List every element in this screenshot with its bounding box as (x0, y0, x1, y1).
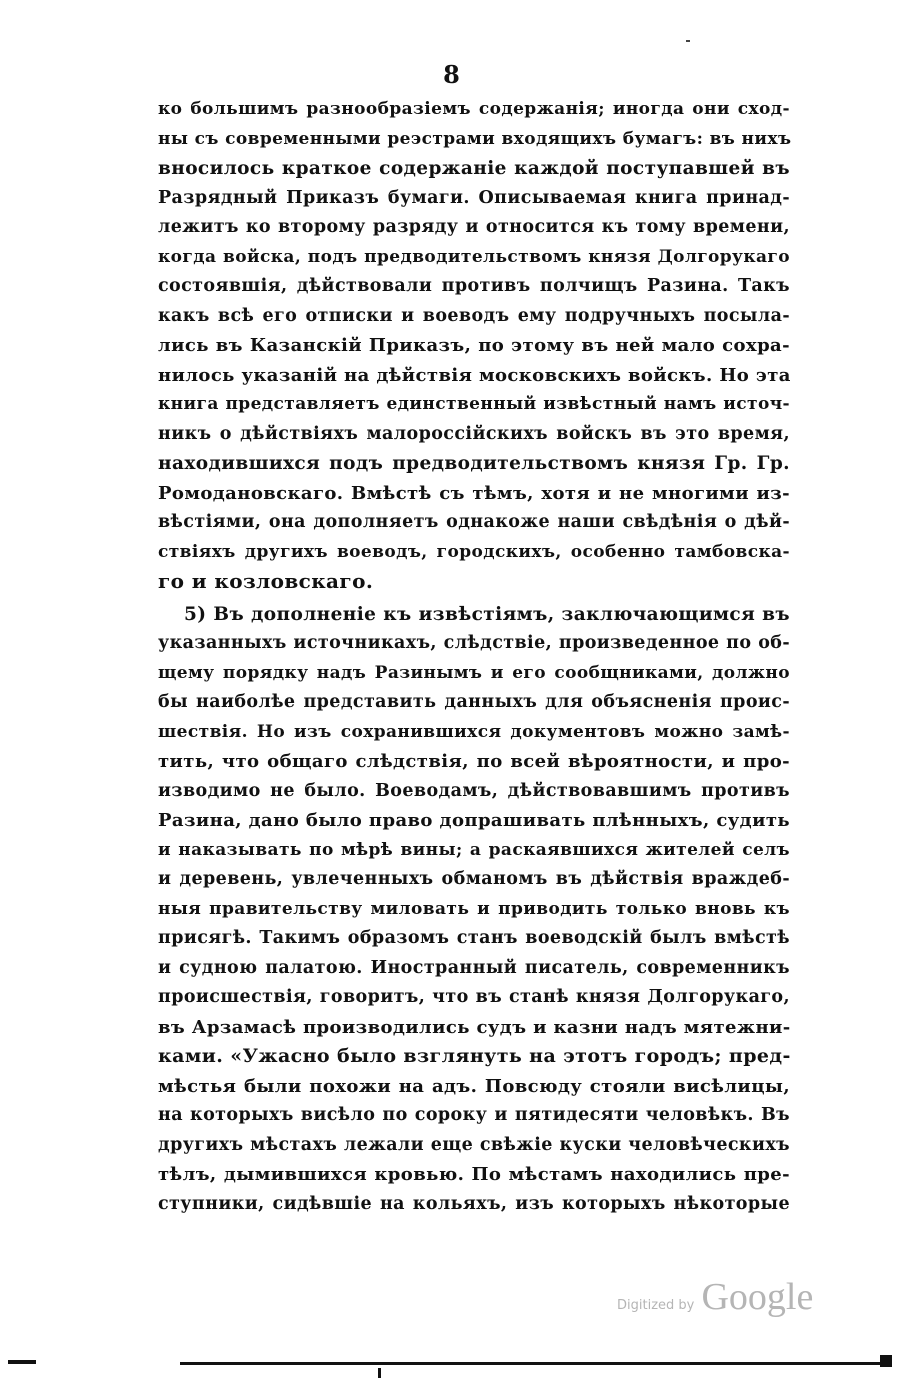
text-line: книга представляетъ единственный извѣстный намъ источ- (158, 394, 790, 414)
text-line: го и козловскаго. (158, 569, 374, 593)
text-line: ко большимъ разнообразiемъ содержанiя; иногда они сход- (158, 99, 790, 119)
text-line: и деревень, увлеченныхъ обманомъ въ дѣйствiя враждеб- (158, 869, 790, 889)
page-number: 8 (443, 60, 460, 89)
text-line: мѣстья были похожи на адъ. Повсюду стояли висѣлицы, (158, 1075, 790, 1097)
text-line: Разрядный Приказъ бумаги. Описываемая книга принад- (158, 187, 790, 208)
text-line: другихъ мѣстахъ лежали еще свѣжiе куски человѣческихъ (158, 1134, 790, 1155)
scan-edge-mark (8, 1360, 36, 1364)
text-line: нилось указанiй на дѣйствiя московскихъ войскъ. Но эта (158, 364, 791, 386)
text-line: Ромодановскаго. Вмѣстѣ съ тѣмъ, хотя и не многими из- (158, 482, 790, 504)
text-line: тить, что общаго слѣдствiя, по всей вѣроятности, и про- (158, 751, 790, 772)
text-line: лись въ Казанскiй Приказъ, по этому въ ней мало сохра- (158, 335, 790, 356)
body-text (158, 95, 790, 1219)
text-line: состоявшiя, дѣйствовали противъ полчищъ Разина. Такъ (158, 276, 790, 296)
text-line: изводимо не было. Воеводамъ, дѣйствовавшимъ противъ (158, 780, 790, 801)
text-line: никъ о дѣйствiяхъ малороссiйскихъ войскъ въ это время, (158, 423, 790, 444)
text-line: ствiяхъ другихъ воеводъ, городскихъ, особенно тамбовска- (158, 541, 790, 562)
google-logo-text: Google (701, 1276, 814, 1318)
scan-edge-bar (180, 1362, 892, 1365)
text-line: тѣлъ, дымившихся кровью. По мѣстамъ находились пре- (158, 1164, 790, 1185)
text-line: находившихся подъ предводительствомъ князя Гр. Гр. (158, 453, 790, 474)
text-line: ками. «Ужасно было взглянуть на этотъ городъ; пред- (158, 1045, 791, 1067)
text-line: ныя правительству миловать и приводить только вновь къ (158, 898, 790, 919)
paragraph-start-line: 5) Въ дополненiе къ извѣстiямъ, заключающимся въ (184, 603, 790, 625)
text-line: присягѣ. Такимъ образомъ станъ воеводскiй былъ вмѣстѣ (158, 928, 790, 948)
digitized-by-google-watermark (617, 1275, 814, 1325)
text-line: и судною палатою. Иностранный писатель, современникъ (158, 957, 790, 978)
text-line: вѣстiями, она дополняетъ однакоже наши свѣдѣнiя о дѣй- (158, 512, 790, 532)
text-line: лежитъ ко второму разряду и относится къ тому времени, (158, 217, 790, 237)
text-line: и наказывать по мѣрѣ вины; а раскаявшихся жителей селъ (158, 839, 790, 860)
text-line: вносилось краткое содержанiе каждой поступавшей въ (158, 158, 790, 179)
text-line: Разина, дано было право допрашивать плѣнныхъ, судить (158, 810, 790, 831)
text-line: бы наиболѣе представить данныхъ для объясненiя проис- (158, 692, 790, 712)
text-line: указанныхъ источникахъ, слѣдствiе, произведенное по об- (158, 633, 790, 653)
text-line: когда войска, подъ предводительствомъ князя Долгорукаго (158, 246, 790, 267)
text-line: на которыхъ висѣло по сороку и пятидесяти человѣкъ. Въ (158, 1105, 790, 1125)
text-line: въ Арзамасѣ производились судъ и казни надъ мятежни- (158, 1016, 791, 1038)
scan-edge-corner (880, 1355, 892, 1367)
watermark-small-text: Digitized by (617, 1298, 695, 1313)
text-line: ны съ современными реэстрами входящихъ бумагъ: въ нихъ (158, 128, 792, 149)
text-line: какъ всѣ его отписки и воеводъ ему подручныхъ посыла- (158, 305, 790, 326)
text-line: ступники, сидѣвшiе на кольяхъ, изъ которыхъ нѣкоторые (158, 1193, 790, 1214)
text-line: шествiя. Но изъ сохранившихся документовъ можно замѣ- (158, 721, 790, 742)
scan-speck (686, 40, 690, 42)
text-line: происшествiя, говоритъ, что въ станѣ князя Долгорукаго, (158, 987, 790, 1007)
scan-edge-tick (378, 1368, 381, 1378)
text-line: щему порядку надъ Разинымъ и его сообщниками, должно (158, 662, 790, 683)
